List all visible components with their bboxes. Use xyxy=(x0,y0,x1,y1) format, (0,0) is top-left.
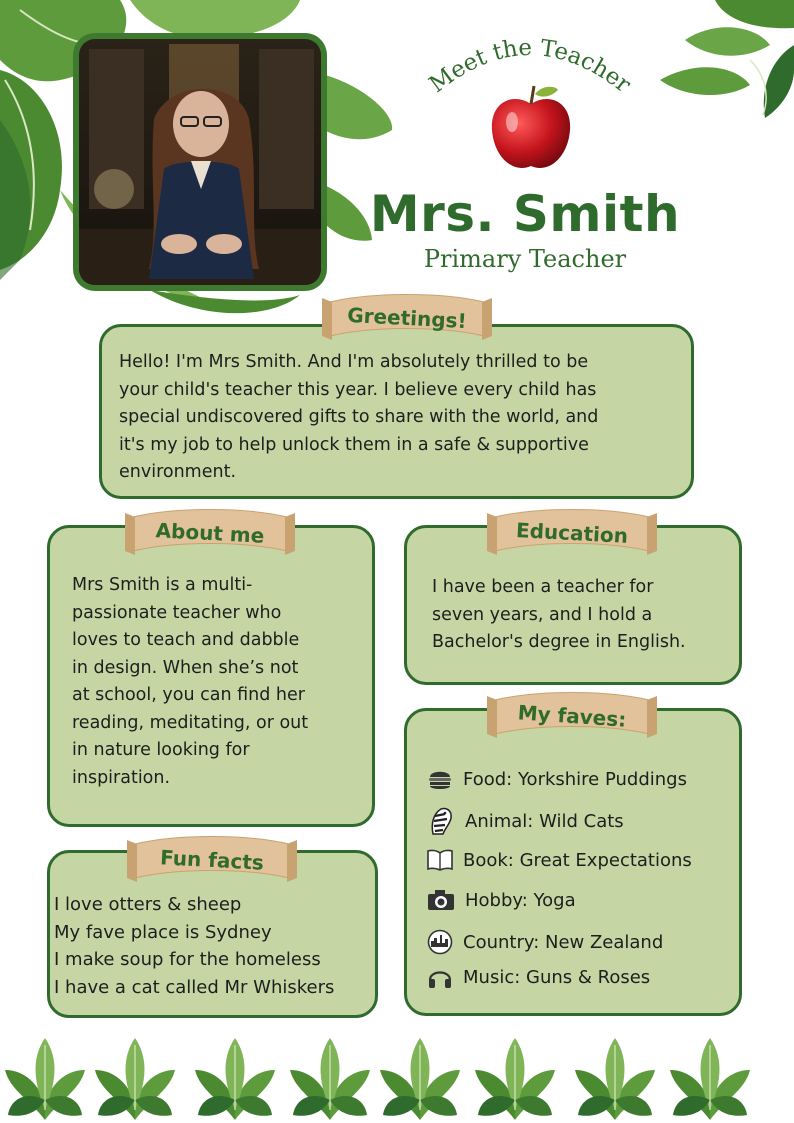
education-banner xyxy=(487,507,657,559)
fun-facts-list xyxy=(54,891,334,1001)
apple-icon xyxy=(488,82,574,174)
leaves-top-right-decoration xyxy=(655,0,794,120)
fave-label: Hobby: Yoga xyxy=(465,889,576,911)
fun-fact-item: I make soup for the homeless xyxy=(54,949,321,970)
fave-label: Animal: Wild Cats xyxy=(465,810,624,832)
greetings-box xyxy=(99,324,694,499)
fave-book xyxy=(427,848,692,872)
faves-box xyxy=(404,708,742,1016)
zebra-icon xyxy=(427,806,455,836)
fun-fact-item: I love otters & sheep xyxy=(54,894,242,915)
fun-fact-item: My fave place is Sydney xyxy=(54,921,272,943)
fave-label: Book: Great Expectations xyxy=(463,849,692,871)
about-box xyxy=(47,525,375,827)
greetings-heading: Greetings! xyxy=(346,302,468,334)
fave-country xyxy=(427,929,663,955)
book-icon xyxy=(427,848,453,872)
about-banner xyxy=(125,507,295,559)
greetings-banner xyxy=(322,292,492,344)
fave-label: Music: Guns & Roses xyxy=(463,966,651,988)
teacher-photo xyxy=(73,33,327,291)
camera-icon xyxy=(427,888,455,912)
globe-city-icon xyxy=(427,929,453,955)
teacher-name: Mrs. Smith xyxy=(369,185,681,243)
about-text: Mrs Smith is a multi- passionate teacher who loves to teach and dabble in design. When she’s not at school, you can find her reading, meditating, or out in nature looking for inspiration. xyxy=(72,575,309,788)
svg-text:Meet the Teacher: Meet the Teacher xyxy=(424,34,636,99)
fave-food xyxy=(427,766,687,792)
fun-facts-banner xyxy=(127,834,297,886)
plants-bottom-decoration xyxy=(0,1030,794,1123)
headphones-icon xyxy=(427,964,453,990)
fave-music xyxy=(427,964,650,990)
fave-animal xyxy=(427,806,624,836)
fun-fact-item: I have a cat called Mr Whiskers xyxy=(54,976,335,998)
fun-facts-heading: Fun facts xyxy=(159,845,265,875)
burger-icon xyxy=(427,766,453,792)
teacher-role: Primary Teacher xyxy=(423,245,627,273)
fave-hobby xyxy=(427,888,576,912)
fave-label: Food: Yorkshire Puddings xyxy=(463,768,687,790)
faves-banner xyxy=(487,690,657,742)
education-text: I have been a teacher for seven years, and I hold a Bachelor's degree in English. xyxy=(432,577,686,652)
fave-label: Country: New Zealand xyxy=(463,931,664,953)
about-heading: About me xyxy=(155,518,265,548)
faves-heading: My faves: xyxy=(516,700,628,732)
education-heading: Education xyxy=(515,518,629,548)
greetings-text: Hello! I'm Mrs Smith. And I'm absolutely thrilled to be your child's teacher this year. I believe every child has special undiscovered gifts to share with the world, and it's my job to help unlock them in a safe & supportive environment. xyxy=(119,352,599,482)
